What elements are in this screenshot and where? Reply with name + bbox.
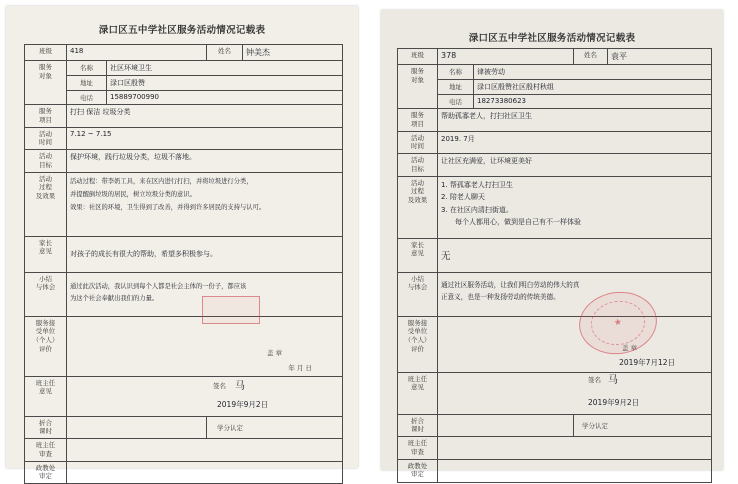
teacher-signature: 马 [608,374,618,386]
credit-confirm-label: 学分认定 [207,416,343,439]
process-line-3: 3. 在社区内清扫街道。 [441,205,513,214]
teacher-review-label: 班主任 审查 [398,437,438,460]
process-line-1: 1. 帮孤寡老人打扫卫生 [441,180,513,189]
teacher-date: 2019年9月2日 [588,397,640,407]
credit-hours-label: 折合 课时 [398,414,438,437]
class-value: 378 [441,51,457,60]
name-value: 钟美杰 [246,48,270,57]
process-line-2: 2. 陪老人聊天 [441,193,485,202]
process-label: 活动 过程 及效果 [398,176,438,238]
parent-value: 无 [441,251,451,263]
service-item-label: 服务 项目 [398,109,438,132]
record-table [397,48,712,483]
target-address-label: 地址 [438,80,474,95]
target-name-value: 社区环境卫生 [110,64,152,72]
target-address-label: 地址 [67,76,107,91]
target-phone-label: 电话 [438,95,474,109]
summary-line-1: 通过此次活动，我认识到每个人都是社会主体的一份子，都应该 [70,282,247,290]
parent-label: 家长 意见 [398,238,438,272]
target-phone-value: 15889700990 [110,93,159,101]
time-label: 活动 时间 [25,127,67,150]
unit-evaluation-label: 服务接 受单位 （个人） 评价 [25,316,67,376]
time-value: 7.12 ~ 7.15 [70,129,112,138]
name-value: 袁平 [611,52,627,61]
unit-rectangular-stamp [202,296,260,324]
stamp-star-icon: ★ [613,317,623,329]
teacher-review-label: 班主任 审查 [25,439,67,462]
process-line-3: 效果：社区的环境，卫生得到了改善，并得到许多居民的支持与认可。 [70,203,266,211]
process-line-1: 活动过程：带李奶工具，来在区内进行打扫，并将垃圾进行分类， [70,177,253,185]
summary-line-1: 通过社区服务活动，让我们明白劳动的伟大的真 [441,280,580,289]
form-title: 渌口区五中学社区服务活动情况记载表 [468,33,636,44]
unit-evaluation-label: 服务接 受单位 （个人） 评价 [398,316,438,372]
goal-label: 活动 目标 [25,150,67,173]
target-name-value: 律被劳动 [477,68,505,76]
target-phone-value: 18273380623 [477,97,526,105]
summary-line-2: 为这个社会奉献出我们的力量。 [70,294,159,302]
credit-hours-label: 折合 课时 [25,416,67,439]
teacher-opinion-label: 班主任 意见 [398,372,438,414]
seal-label: 盖 章 [621,343,637,352]
class-value: 418 [70,47,84,55]
time-value: 2019. 7月 [441,134,475,143]
target-label: 服务 对象 [398,65,438,109]
credit-confirm-label: 学分认定 [574,414,712,437]
right-form-sheet [381,10,723,479]
service-item-value: 打扫 保洁 垃圾分类 [70,108,131,116]
class-label: 班级 [398,49,438,65]
teacher-signature: 马 [235,380,245,392]
parent-label: 家长 意见 [25,236,67,272]
process-line-4: 每个人都用心，做到是自己有不一样体验 [455,218,581,227]
time-label: 活动 时间 [398,131,438,154]
name-label: 姓名 [574,49,608,65]
goal-value: 保护环境，践行垃圾分类，垃圾不落地。 [70,153,196,162]
service-item-label: 服务 项目 [25,105,67,128]
teacher-opinion-label: 班主任 意见 [25,376,67,416]
signature-label: 签名 [213,381,226,390]
service-item-value: 帮助孤寡老人，打扫社区卫生 [441,112,532,120]
seal-label: 盖 章 [266,348,282,357]
office-review-label: 政教处 审定 [398,459,438,482]
class-label: 班级 [25,45,67,61]
parent-value: 对孩子的成长有很大的帮助，希望多积极参与。 [70,250,217,259]
record-table [24,44,343,484]
teacher-date: 2019年9月2日 [217,399,269,409]
unit-date: 2019年7月12日 [619,357,675,367]
target-name-label: 名称 [67,61,107,76]
process-label: 活动 过程 及效果 [25,172,67,236]
form-title: 渌口区五中学社区服务活动情况记载表 [98,25,266,36]
target-address-value: 渌口区殷赞社区殷村秋组 [477,83,554,91]
target-label: 服务 对象 [25,61,67,105]
office-review-label: 政教处 审定 [25,461,67,484]
target-phone-label: 电话 [67,91,107,105]
name-label: 姓名 [207,45,243,61]
goal-label: 活动 目标 [398,154,438,177]
summary-line-2: 正意义，也是一种发扬劳动的传统美德。 [441,292,560,301]
goal-value: 让社区充满爱，让环境更美好 [441,157,532,166]
summary-label: 小结 与体会 [25,272,67,316]
process-line-2: 并提醒倒垃圾的居民，树立垃圾分类的意识。 [70,190,196,198]
left-form-sheet [6,6,358,481]
summary-label: 小结 与体会 [398,272,438,316]
date-print: 年 月 日 [288,363,312,372]
target-address-value: 渌口区殷赞 [110,79,145,87]
signature-label: 签名 [588,375,601,384]
target-name-label: 名称 [438,65,474,80]
